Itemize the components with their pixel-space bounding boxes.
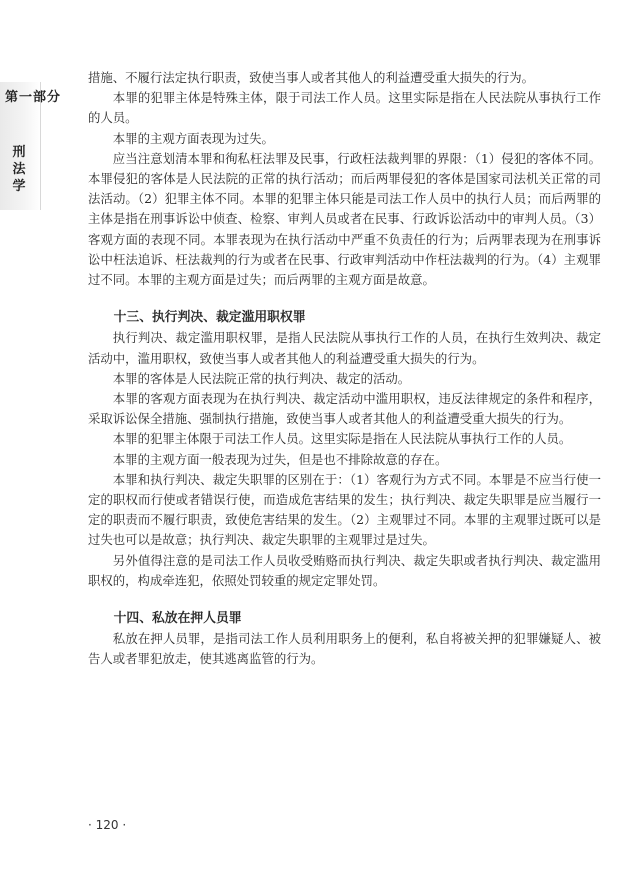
section-heading: 十四、私放在押人员罪 (113, 611, 242, 627)
paragraph: 本罪的客观方面表现为在执行判决、裁定活动中滥用职权，违反法律规定的条件和程序，采取诉讼保全措施、强制执行措施，致使当事人或者其他人的利益遭受重大损失的行为。 (88, 391, 601, 427)
paragraph: 本罪的犯罪主体限于司法工作人员。这里实际是指在人民法院从事执行工作的人员。 (112, 431, 572, 447)
paragraph: 本罪的主观方面一般表现为过失，但是也不排除故意的存在。 (112, 451, 448, 467)
side-tab (0, 82, 62, 210)
side-tab-part-label: 第一部分 (5, 90, 62, 105)
paragraph: 本罪的主观方面表现为过失。 (112, 130, 274, 146)
paragraph: 另外值得注意的是司法工作人员收受贿赂而执行判决、裁定失职或者执行判决、裁定滥用职权的，构成牵连犯，依照处罚较重的规定定罪处罚。 (88, 552, 601, 588)
paragraph: 本罪的客体是人民法院正常的执行判决、裁定的活动。 (112, 370, 411, 386)
paragraph: 本罪和执行判决、裁定失职罪的区别在于：（1）客观行为方式不同。本罪是不应当行使一定的职权而行使或者错误行使，而造成危害结果的发生；执行判决、裁定失职罪是应当履行一定的职责而不履行职责，致使危害结果的发生。（2）主观罪过不同。本罪的主观罪过既可以是过失也可以是故意；执行判决、裁定失职罪的主观罪过是过失。 (88, 471, 601, 548)
paragraph: 应当注意划清本罪和徇私枉法罪及民事，行政枉法裁判罪的界限：（1）侵犯的客体不同。本罪侵犯的客体是人民法院的正常的执行活动；而后两罪侵犯的客体是国家司法机关正常的司法活动。（2）犯罪主体不同。本罪的犯罪主体只能是司法工作人员中的执行人员；而后两罪的主体是指在刑事诉讼中侦查、检察、审判人员或者在民事、行政诉讼活动中的审判人员。（3）客观方面的表现不同。本罪表现为在执行活动中严重不负责任的行为；后两罪表现为在刑事诉讼中枉法追诉、枉法裁判的行为或者在民事、行政审判活动中作枉法裁判的行为。（4）主观罪过不同。本罪的主观方面是过失；而后两罪的主观方面是故意。 (88, 150, 601, 288)
section-heading: 十三、执行判决、裁定滥用职权罪 (113, 310, 306, 326)
paragraph: 本罪的犯罪主体是特殊主体，限于司法工作人员。这里实际是指在人民法院从事执行工作的人员。 (88, 90, 601, 126)
paragraph: 措施、不履行法定执行职责，致使当事人或者其他人的利益遭受重大损失的行为。 (88, 70, 535, 85)
paragraph: 私放在押人员罪，是指司法工作人员利用职务上的便利，私自将被关押的犯罪嫌疑人、被告人或者罪犯放走，使其逃离监管的行为。 (88, 631, 601, 667)
page-number: · 120 · (88, 818, 127, 832)
side-tab-subject-label: 刑法学 (12, 145, 27, 194)
paragraph: 执行判决、裁定滥用职权罪，是指人民法院从事执行工作的人员，在执行生效判决、裁定活动中，滥用职权，致使当事人或者其他人的利益遭受重大损失的行为。 (88, 330, 601, 366)
page-body (88, 68, 601, 670)
